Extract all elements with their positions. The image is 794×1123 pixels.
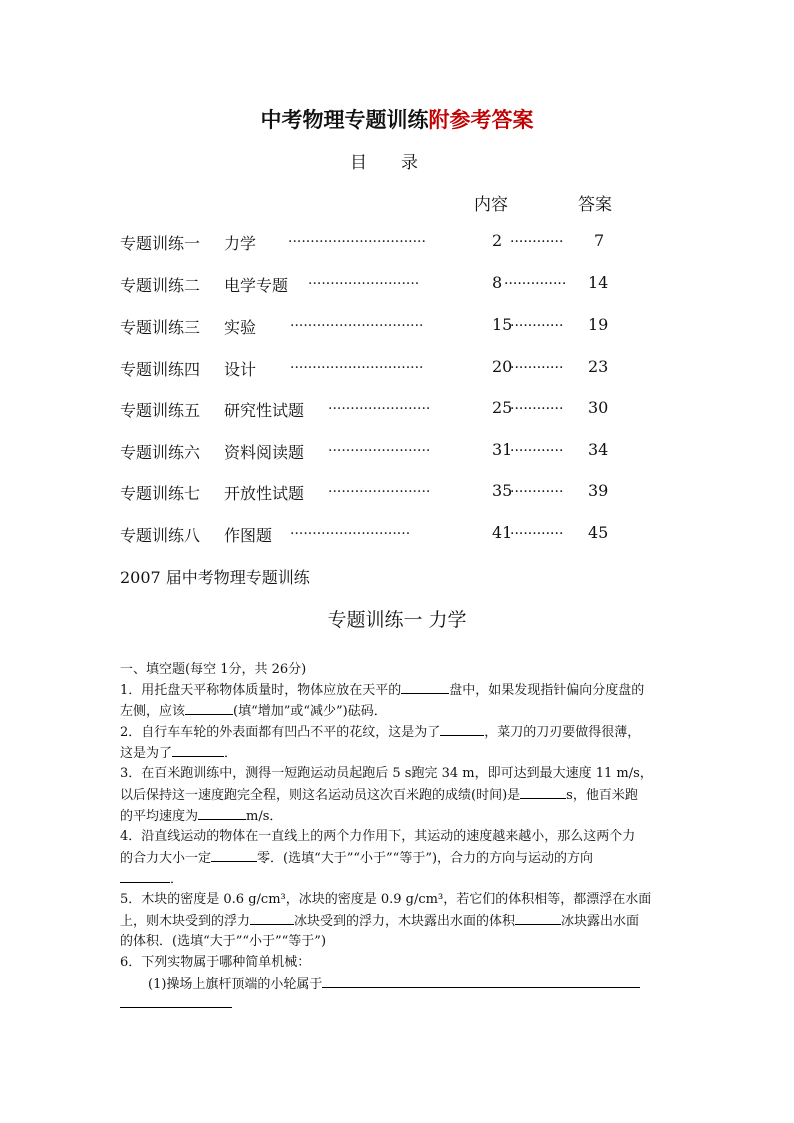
answer-blank[interactable] (515, 911, 561, 925)
question-text: 冰块露出水面 (561, 914, 640, 929)
question-1-line-1 (120, 680, 644, 701)
toc-content-page: 25 (492, 398, 513, 417)
question-4-line-2 (120, 848, 593, 869)
toc-leader-dots: ······························ (290, 360, 424, 376)
toc-item-name: 专题训练八 (120, 526, 201, 545)
question-text: 1．用托盘天平称物体质量时，物体应放在天平的 (120, 683, 402, 698)
toc-leader-dots: ························· (308, 276, 420, 292)
toc-leader-dots: ············ (510, 360, 564, 376)
toc-content-page: 20 (492, 357, 513, 376)
question-text: ． (224, 746, 238, 761)
answer-blank[interactable] (172, 743, 224, 757)
question-2-line-1 (120, 722, 640, 743)
toc-row (120, 231, 640, 257)
answer-blank[interactable] (322, 974, 640, 988)
question-text: 2．自行车车轮的外表面都有凹凸不平的花纹，这是为了 (120, 725, 441, 740)
toc-item-name: 专题训练三 (120, 318, 201, 337)
toc-answer-page: 7 (594, 231, 605, 250)
toc-content-page: 31 (492, 440, 513, 459)
toc-leader-dots: ············ (510, 401, 564, 417)
question-text: (1)操场上旗杆顶端的小轮属于 (148, 977, 323, 992)
question-text: 上，则木块受到的浮力 (120, 914, 251, 929)
toc-content-page: 2 (492, 231, 503, 250)
toc-leader-dots: ··························· (290, 526, 411, 542)
question-text: (填“增加”或“减少”)砝码． (233, 704, 387, 719)
question-3-line-2 (120, 785, 638, 806)
toc-item-topic: 力学 (224, 234, 257, 253)
toc-content-page: 35 (492, 481, 513, 500)
toc-leader-dots: ·············· (504, 276, 567, 292)
toc-leader-dots: ············ (510, 318, 564, 334)
question-6-line-2 (148, 974, 640, 995)
answer-blank-continuation[interactable] (120, 1007, 232, 1008)
toc-content-page: 41 (492, 523, 513, 542)
answer-blank[interactable] (250, 911, 294, 925)
toc-row (120, 315, 640, 341)
question-text: 的平均速度为 (120, 809, 199, 824)
section-title: 专题训练一 力学 (327, 609, 467, 631)
toc-row (120, 273, 640, 299)
question-4-line-3 (120, 869, 183, 890)
title-black-part: 中考物理专题训练 (260, 107, 429, 132)
question-heading: 一、填空题(每空 1分，共 26分) (120, 662, 307, 677)
question-2-line-2 (120, 743, 237, 764)
question-text: m/s． (246, 809, 283, 824)
toc-content-page: 8 (492, 273, 503, 292)
toc-item-name: 专题训练六 (120, 443, 201, 462)
question-5-line-1: 5．木块的密度是 0.6 g/cm³，冰块的密度是 0.9 g/cm³，若它们的体积相等，都漂浮在水面 (120, 892, 652, 907)
question-1-line-2 (120, 701, 387, 722)
question-text: 这是为了 (120, 746, 173, 761)
question-3-line-1: 3．在百米跑训练中，测得一短跑运动员起跑后 5 s跑完 34 m，即可达到最大速度 11 m/s， (120, 766, 653, 781)
toc-leader-dots: ······························ (290, 318, 424, 334)
question-text: s，他百米跑 (566, 788, 638, 803)
toc-row (120, 398, 640, 424)
question-5-line-3: 的体积．(选填“大于”“小于”“等于”) (120, 934, 327, 949)
answer-blank[interactable] (211, 848, 257, 862)
title-red-part: 附参考答案 (428, 107, 534, 132)
toc-answer-page: 19 (588, 315, 609, 334)
toc-answer-page: 23 (588, 357, 609, 376)
question-6-line-1: 6．下列实物属于哪种简单机械： (120, 955, 311, 970)
toc-item-topic: 电学专题 (224, 276, 289, 295)
question-text: 以后保持这一速度跑完全程，则这名运动员这次百米跑的成绩(时间)是 (120, 788, 521, 803)
toc-answer-page: 34 (588, 440, 609, 459)
toc-item-name: 专题训练二 (120, 276, 201, 295)
toc-answer-page: 14 (588, 273, 609, 292)
toc-item-topic: 实验 (224, 318, 257, 337)
document-title (0, 104, 794, 134)
toc-column-content: 内容 (474, 195, 508, 215)
toc-item-name: 专题训练四 (120, 360, 201, 379)
toc-leader-dots: ············ (510, 484, 564, 500)
question-text: ，菜刀的刀刃要做得很薄， (484, 725, 641, 740)
toc-item-name: 专题训练七 (120, 484, 201, 503)
question-text: 零．(选填“大于”“小于”“等于”)，合力的方向与运动的方向 (257, 851, 594, 866)
toc-leader-dots: ······················· (328, 484, 431, 500)
toc-answer-page: 30 (588, 398, 609, 417)
toc-leader-dots: ············ (510, 526, 564, 542)
toc-row (120, 357, 640, 383)
question-3-line-3 (120, 806, 282, 827)
answer-blank[interactable] (520, 785, 566, 799)
toc-row (120, 440, 640, 466)
toc-answer-page: 45 (588, 523, 609, 542)
toc-answer-page: 39 (588, 481, 609, 500)
toc-leader-dots: ······················· (328, 401, 431, 417)
question-4-line-1: 4．沿直线运动的物体在一直线上的两个力作用下，其运动的速度越来越小，那么这两个力 (120, 829, 636, 844)
toc-item-name: 专题训练一 (120, 234, 201, 253)
toc-column-answer: 答案 (578, 195, 612, 215)
toc-leader-dots: ············ (510, 234, 564, 250)
toc-item-topic: 开放性试题 (224, 484, 305, 503)
question-text: 盘中，如果发现指针偏向分度盘的 (449, 683, 645, 698)
answer-blank[interactable] (440, 722, 484, 736)
question-text: 冰块受到的浮力，木块露出水面的体积 (294, 914, 516, 929)
answer-blank[interactable] (198, 806, 246, 820)
answer-blank[interactable] (120, 869, 170, 883)
question-5-line-2 (120, 911, 639, 932)
answer-blank[interactable] (401, 680, 449, 694)
toc-row (120, 523, 640, 549)
toc-item-topic: 研究性试题 (224, 401, 305, 420)
toc-item-topic: 设计 (224, 360, 257, 379)
toc-item-name: 专题训练五 (120, 401, 201, 420)
answer-blank[interactable] (185, 701, 233, 715)
toc-content-page: 15 (492, 315, 513, 334)
question-text: ． (170, 872, 184, 887)
toc-leader-dots: ······················· (328, 443, 431, 459)
toc-row (120, 481, 640, 507)
year-subtitle: 2007 届中考物理专题训练 (120, 568, 310, 587)
toc-leader-dots: ······························· (288, 234, 426, 250)
toc-item-topic: 作图题 (224, 526, 273, 545)
question-text: 左侧，应该 (120, 704, 186, 719)
toc-title: 目录 (350, 153, 452, 173)
question-text: 的合力大小一定 (120, 851, 212, 866)
toc-item-topic: 资料阅读题 (224, 443, 305, 462)
toc-leader-dots: ············ (510, 443, 564, 459)
